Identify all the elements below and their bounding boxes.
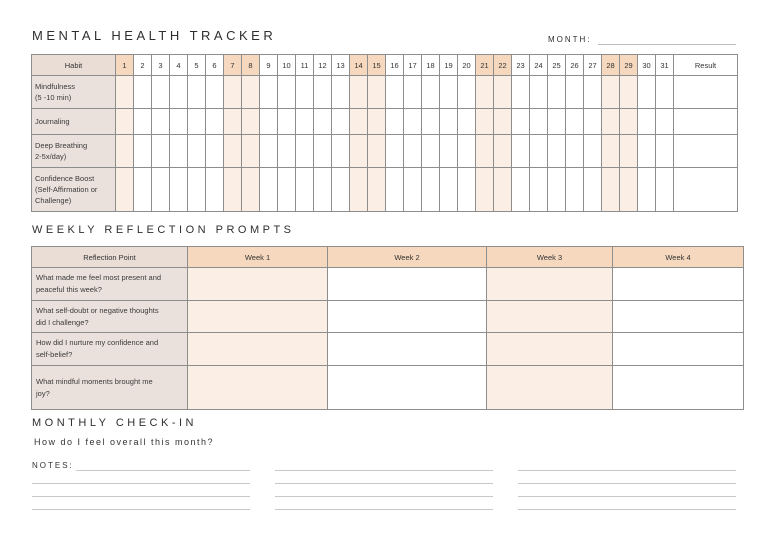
week-response-cell[interactable] — [487, 366, 613, 410]
habit-day-cell[interactable] — [260, 168, 278, 212]
monthly-checkin-title: MONTHLY CHECK-IN — [32, 417, 197, 429]
reflection-row — [32, 333, 744, 366]
habit-day-cell[interactable] — [440, 109, 458, 135]
habit-name-line: (5 -10 min) — [35, 93, 72, 102]
habit-day-cell[interactable] — [368, 135, 386, 168]
habit-day-cell[interactable] — [494, 135, 512, 168]
week-header: Week 3 — [487, 247, 613, 268]
week-response-cell[interactable] — [188, 366, 328, 410]
reflection-prompt — [32, 333, 188, 366]
habit-day-cell[interactable] — [224, 135, 242, 168]
habit-day-cell[interactable] — [530, 135, 548, 168]
notes-line[interactable] — [518, 470, 736, 471]
habit-day-cell[interactable] — [224, 109, 242, 135]
notes-line[interactable] — [518, 483, 736, 484]
week-response-cell[interactable] — [613, 268, 744, 301]
day-header: 18 — [422, 55, 440, 76]
reflection-prompt-line: What self-doubt or negative thoughts — [36, 305, 159, 315]
habit-day-cell[interactable] — [242, 168, 260, 212]
habit-day-cell[interactable] — [602, 76, 620, 109]
habit-day-cell[interactable] — [512, 135, 530, 168]
habit-result-cell[interactable] — [674, 76, 738, 109]
habit-day-cell[interactable] — [458, 109, 476, 135]
habit-day-cell[interactable] — [404, 168, 422, 212]
habit-day-cell[interactable] — [602, 168, 620, 212]
notes-line[interactable] — [275, 509, 493, 510]
notes-line[interactable] — [76, 470, 250, 471]
habit-day-cell[interactable] — [638, 135, 656, 168]
habit-day-cell[interactable] — [224, 168, 242, 212]
habit-name-line: Challenge) — [35, 196, 72, 205]
habit-day-cell[interactable] — [386, 168, 404, 212]
habit-day-cell[interactable] — [296, 76, 314, 109]
habit-day-cell[interactable] — [332, 135, 350, 168]
habit-day-cell[interactable] — [458, 168, 476, 212]
habit-column-header: Habit — [32, 55, 116, 76]
day-header: 10 — [278, 55, 296, 76]
reflection-point-header: Reflection Point — [32, 247, 188, 268]
reflection-row — [32, 301, 744, 333]
habit-day-cell[interactable] — [584, 109, 602, 135]
habit-day-cell[interactable] — [188, 135, 206, 168]
habit-day-cell[interactable] — [152, 168, 170, 212]
notes-line[interactable] — [275, 496, 493, 497]
day-header: 5 — [188, 55, 206, 76]
habit-day-cell[interactable] — [566, 168, 584, 212]
notes-label: NOTES: — [32, 461, 74, 470]
weekly-reflection-title: WEEKLY REFLECTION PROMPTS — [32, 224, 295, 236]
page-title: MENTAL HEALTH TRACKER — [32, 28, 277, 43]
habit-day-cell[interactable] — [530, 76, 548, 109]
week-response-cell[interactable] — [328, 333, 487, 366]
habit-row — [32, 109, 738, 135]
day-header: 14 — [350, 55, 368, 76]
habit-result-cell[interactable] — [674, 135, 738, 168]
day-header: 13 — [332, 55, 350, 76]
day-header: 26 — [566, 55, 584, 76]
habit-day-cell[interactable] — [548, 135, 566, 168]
reflection-prompt-line: peaceful this week? — [36, 285, 102, 294]
reflection-prompt — [32, 268, 188, 301]
habit-name-line: Deep Breathing — [35, 141, 88, 150]
reflection-prompt-line: What made me feel most present and — [36, 273, 162, 282]
habit-day-cell[interactable] — [548, 168, 566, 212]
week-response-cell[interactable] — [487, 268, 613, 301]
habit-row — [32, 135, 738, 168]
habit-name-line: 2-5x/day) — [35, 152, 67, 161]
week-response-cell[interactable] — [188, 301, 328, 333]
week-response-cell[interactable] — [188, 333, 328, 366]
reflection-prompt-line: self-belief? — [36, 350, 73, 359]
habit-day-cell[interactable] — [656, 135, 674, 168]
day-header: 30 — [638, 55, 656, 76]
day-header: 7 — [224, 55, 242, 76]
habit-day-cell[interactable] — [188, 109, 206, 135]
habit-result-cell[interactable] — [674, 168, 738, 212]
notes-line[interactable] — [275, 470, 493, 471]
habit-name-line: Journaling — [35, 117, 70, 126]
week-header: Week 1 — [188, 247, 328, 268]
habit-day-cell[interactable] — [206, 168, 224, 212]
habit-day-cell[interactable] — [566, 109, 584, 135]
habit-day-cell[interactable] — [548, 76, 566, 109]
habit-day-cell[interactable] — [620, 135, 638, 168]
habit-day-cell[interactable] — [530, 109, 548, 135]
day-header: 16 — [386, 55, 404, 76]
habit-tracker-table — [31, 54, 738, 212]
habit-day-cell[interactable] — [656, 76, 674, 109]
day-header: 6 — [206, 55, 224, 76]
habit-day-cell[interactable] — [512, 109, 530, 135]
habit-day-cell[interactable] — [206, 135, 224, 168]
weekly-reflection-table — [31, 246, 744, 410]
tracker-header-row — [32, 55, 738, 76]
habit-name — [32, 168, 116, 212]
habit-day-cell[interactable] — [260, 135, 278, 168]
habit-day-cell[interactable] — [422, 109, 440, 135]
habit-day-cell[interactable] — [620, 76, 638, 109]
habit-day-cell[interactable] — [548, 109, 566, 135]
habit-day-cell[interactable] — [494, 168, 512, 212]
habit-day-cell[interactable] — [638, 109, 656, 135]
week-response-cell[interactable] — [328, 268, 487, 301]
week-response-cell[interactable] — [613, 333, 744, 366]
result-column-header: Result — [674, 55, 738, 76]
habit-day-cell[interactable] — [512, 168, 530, 212]
habit-day-cell[interactable] — [170, 135, 188, 168]
habit-day-cell[interactable] — [260, 109, 278, 135]
notes-line[interactable] — [32, 496, 250, 497]
habit-day-cell[interactable] — [404, 109, 422, 135]
day-header: 19 — [440, 55, 458, 76]
habit-day-cell[interactable] — [296, 135, 314, 168]
habit-day-cell[interactable] — [476, 109, 494, 135]
day-header: 23 — [512, 55, 530, 76]
habit-day-cell[interactable] — [602, 109, 620, 135]
notes-line[interactable] — [32, 483, 250, 484]
habit-name — [32, 109, 116, 135]
habit-day-cell[interactable] — [584, 135, 602, 168]
habit-day-cell[interactable] — [584, 168, 602, 212]
week-header: Week 2 — [328, 247, 487, 268]
reflection-prompt-line: How did I nurture my confidence and — [36, 338, 159, 347]
month-input-line[interactable] — [598, 44, 736, 45]
habit-day-cell[interactable] — [386, 109, 404, 135]
habit-day-cell[interactable] — [620, 109, 638, 135]
habit-day-cell[interactable] — [278, 76, 296, 109]
reflection-prompt-line: joy? — [36, 388, 50, 398]
habit-day-cell[interactable] — [494, 109, 512, 135]
habit-day-cell[interactable] — [314, 76, 332, 109]
day-header: 21 — [476, 55, 494, 76]
week-response-cell[interactable] — [487, 333, 613, 366]
habit-day-cell[interactable] — [278, 135, 296, 168]
habit-day-cell[interactable] — [170, 109, 188, 135]
habit-day-cell[interactable] — [404, 135, 422, 168]
habit-day-cell[interactable] — [440, 168, 458, 212]
habit-day-cell[interactable] — [116, 168, 134, 212]
habit-day-cell[interactable] — [350, 168, 368, 212]
habit-day-cell[interactable] — [476, 135, 494, 168]
reflection-prompt-line: did I challenge? — [36, 317, 89, 327]
habit-day-cell[interactable] — [242, 109, 260, 135]
habit-day-cell[interactable] — [152, 109, 170, 135]
day-header: 31 — [656, 55, 674, 76]
habit-day-cell[interactable] — [224, 76, 242, 109]
week-response-cell[interactable] — [328, 301, 487, 333]
habit-day-cell[interactable] — [116, 135, 134, 168]
habit-day-cell[interactable] — [260, 76, 278, 109]
habit-day-cell[interactable] — [422, 135, 440, 168]
reflection-prompt-line: What mindful moments brought me — [36, 376, 153, 386]
habit-day-cell[interactable] — [458, 76, 476, 109]
habit-name-line: Confidence Boost — [35, 174, 95, 183]
habit-day-cell[interactable] — [152, 76, 170, 109]
habit-day-cell[interactable] — [314, 168, 332, 212]
habit-day-cell[interactable] — [566, 76, 584, 109]
habit-day-cell[interactable] — [602, 135, 620, 168]
habit-day-cell[interactable] — [314, 135, 332, 168]
habit-day-cell[interactable] — [296, 168, 314, 212]
habit-day-cell[interactable] — [314, 109, 332, 135]
habit-day-cell[interactable] — [476, 168, 494, 212]
habit-day-cell[interactable] — [170, 168, 188, 212]
day-header: 25 — [548, 55, 566, 76]
day-header: 11 — [296, 55, 314, 76]
day-header: 20 — [458, 55, 476, 76]
reflection-prompt — [32, 301, 188, 333]
habit-name — [32, 76, 116, 109]
week-response-cell[interactable] — [328, 366, 487, 410]
habit-day-cell[interactable] — [638, 168, 656, 212]
habit-day-cell[interactable] — [134, 168, 152, 212]
day-header: 17 — [404, 55, 422, 76]
habit-day-cell[interactable] — [422, 76, 440, 109]
notes-line[interactable] — [275, 483, 493, 484]
habit-day-cell[interactable] — [566, 135, 584, 168]
habit-day-cell[interactable] — [656, 109, 674, 135]
habit-day-cell[interactable] — [350, 135, 368, 168]
habit-day-cell[interactable] — [638, 76, 656, 109]
monthly-checkin-question: How do I feel overall this month? — [34, 437, 215, 447]
day-header: 15 — [368, 55, 386, 76]
habit-row — [32, 76, 738, 109]
habit-day-cell[interactable] — [278, 168, 296, 212]
day-header: 4 — [170, 55, 188, 76]
habit-day-cell[interactable] — [206, 76, 224, 109]
day-header: 27 — [584, 55, 602, 76]
notes-line[interactable] — [518, 509, 736, 510]
habit-day-cell[interactable] — [656, 168, 674, 212]
habit-day-cell[interactable] — [476, 76, 494, 109]
day-header: 28 — [602, 55, 620, 76]
month-label: MONTH: — [548, 35, 592, 44]
habit-day-cell[interactable] — [440, 135, 458, 168]
notes-line[interactable] — [32, 509, 250, 510]
habit-day-cell[interactable] — [188, 76, 206, 109]
habit-day-cell[interactable] — [404, 76, 422, 109]
habit-day-cell[interactable] — [512, 76, 530, 109]
habit-day-cell[interactable] — [332, 109, 350, 135]
week-response-cell[interactable] — [613, 301, 744, 333]
day-header: 3 — [152, 55, 170, 76]
reflection-prompt — [32, 366, 188, 410]
habit-name-line: Mindfulness — [35, 82, 76, 91]
week-response-cell[interactable] — [188, 268, 328, 301]
day-header: 9 — [260, 55, 278, 76]
habit-day-cell[interactable] — [440, 76, 458, 109]
week-response-cell[interactable] — [613, 366, 744, 410]
habit-day-cell[interactable] — [170, 76, 188, 109]
habit-day-cell[interactable] — [134, 76, 152, 109]
habit-day-cell[interactable] — [116, 76, 134, 109]
habit-day-cell[interactable] — [188, 168, 206, 212]
habit-day-cell[interactable] — [332, 168, 350, 212]
habit-day-cell[interactable] — [368, 109, 386, 135]
reflection-row — [32, 268, 744, 301]
habit-day-cell[interactable] — [368, 76, 386, 109]
habit-day-cell[interactable] — [116, 109, 134, 135]
habit-day-cell[interactable] — [242, 135, 260, 168]
reflection-header-row — [32, 247, 744, 268]
habit-day-cell[interactable] — [278, 109, 296, 135]
day-header: 2 — [134, 55, 152, 76]
habit-row — [32, 168, 738, 212]
week-header: Week 4 — [613, 247, 744, 268]
habit-day-cell[interactable] — [494, 76, 512, 109]
habit-result-cell[interactable] — [674, 109, 738, 135]
habit-day-cell[interactable] — [530, 168, 548, 212]
habit-day-cell[interactable] — [350, 109, 368, 135]
habit-day-cell[interactable] — [350, 76, 368, 109]
day-header: 8 — [242, 55, 260, 76]
habit-day-cell[interactable] — [296, 109, 314, 135]
habit-day-cell[interactable] — [332, 76, 350, 109]
habit-day-cell[interactable] — [386, 76, 404, 109]
habit-day-cell[interactable] — [134, 135, 152, 168]
habit-day-cell[interactable] — [368, 168, 386, 212]
habit-day-cell[interactable] — [584, 76, 602, 109]
habit-day-cell[interactable] — [458, 135, 476, 168]
habit-name-line: (Self-Affirmation or — [35, 185, 98, 194]
day-header: 12 — [314, 55, 332, 76]
day-header: 22 — [494, 55, 512, 76]
day-header: 1 — [116, 55, 134, 76]
week-response-cell[interactable] — [487, 301, 613, 333]
notes-line[interactable] — [518, 496, 736, 497]
habit-name — [32, 135, 116, 168]
habit-day-cell[interactable] — [206, 109, 224, 135]
habit-day-cell[interactable] — [620, 168, 638, 212]
habit-day-cell[interactable] — [152, 135, 170, 168]
habit-day-cell[interactable] — [134, 109, 152, 135]
day-header: 29 — [620, 55, 638, 76]
habit-day-cell[interactable] — [422, 168, 440, 212]
habit-day-cell[interactable] — [386, 135, 404, 168]
day-header: 24 — [530, 55, 548, 76]
habit-day-cell[interactable] — [242, 76, 260, 109]
reflection-row — [32, 366, 744, 410]
